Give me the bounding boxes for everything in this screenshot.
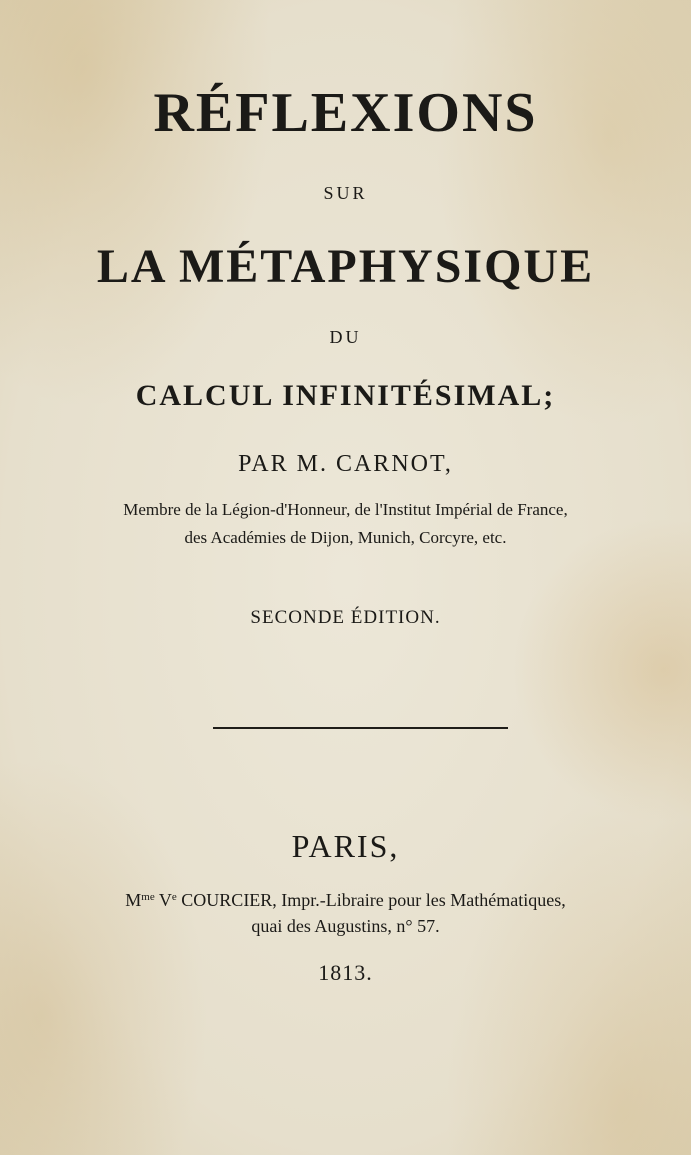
publisher-prefix-m-sup: me [141, 891, 155, 903]
publisher-prefix-v-sup: e [171, 891, 177, 903]
publisher-prefix-m: M [125, 890, 142, 910]
title-reflexions: RÉFLEXIONS [153, 82, 538, 144]
publisher-name: COURCIER, Impr.-Libraire pour les Mathématiques, [176, 890, 566, 910]
imprint-address: quai des Augustins, n° 57. [251, 916, 440, 936]
edition-line: SECONDE ÉDITION. [250, 607, 441, 628]
publisher-prefix-v: V [154, 890, 172, 910]
title-calcul-infinitesimal: CALCUL INFINITÉSIMAL; [135, 379, 556, 412]
horizontal-rule [213, 727, 508, 729]
connector-du: DU [329, 327, 362, 347]
author-credentials-line-2: des Académies de Dijon, Munich, Corcyre, etc. [184, 528, 507, 547]
author-credentials-line-1: Membre de la Légion-d'Honneur, de l'Institut Impérial de France, [123, 500, 568, 519]
title-metaphysique: LA MÉTAPHYSIQUE [96, 240, 595, 293]
imprint-year: 1813. [318, 960, 373, 985]
connector-sur: SUR [323, 183, 368, 203]
imprint-city: PARIS, [291, 828, 400, 864]
author-line: PAR M. CARNOT, [238, 451, 453, 477]
